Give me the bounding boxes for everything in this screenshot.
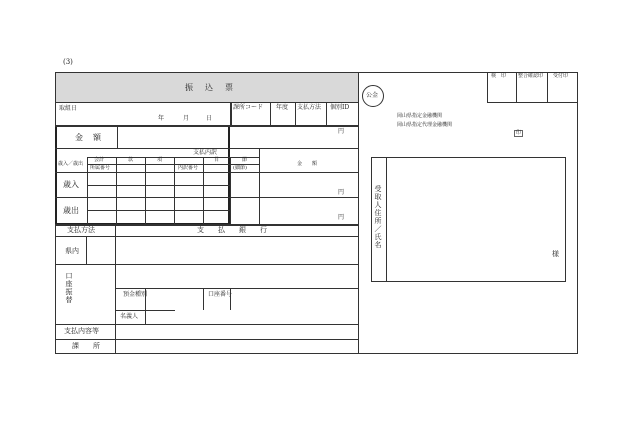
recipient-box: [371, 157, 566, 282]
saishutsu-label: 歳出: [63, 206, 79, 215]
col-kaikei: 会計: [94, 157, 105, 163]
sainyu-yen: 円: [338, 189, 345, 196]
form-title: 振 込 票: [185, 83, 235, 92]
shiharai-ginkou-label: 支 払 銀 行: [197, 226, 267, 234]
kingaku-label: 金 額: [75, 133, 102, 142]
koukin-label: 公金: [366, 92, 379, 99]
date-nen: 年: [158, 115, 165, 122]
col-kou: 項: [157, 157, 163, 163]
recipient-label: 受取人住所／氏名: [374, 185, 382, 249]
bank-line-1: 岡山県指定金融機関: [397, 113, 443, 119]
shiharai-houhou-label: 支払方法: [67, 226, 95, 234]
saishutsu-yen: 円: [338, 214, 345, 221]
hdr-nendo: 年度: [276, 104, 289, 111]
date-tsuki: 月: [183, 115, 190, 122]
hdr-shiharai-houhou: 支払方法: [297, 104, 322, 111]
sama-label: 様: [552, 250, 559, 258]
koza-furikae-label: 口座振替: [65, 272, 73, 304]
col-uchiwake: 内訳番号: [178, 165, 199, 171]
page-number: (3): [63, 58, 73, 66]
shiharai-naiyou-label: 支払内容等: [64, 327, 99, 335]
kasho-label: 課 所: [72, 342, 100, 350]
sainyu-label: 歳入: [63, 180, 79, 189]
kennai-label: 県内: [65, 247, 79, 255]
stamp-kenin: 検 印: [491, 73, 507, 79]
bank-line-2: 岡山県指定代理金融機関: [397, 122, 453, 128]
col-setsu: 節: [242, 157, 248, 163]
col-shozoku: 所属番号: [90, 165, 111, 171]
hdr-kasho-code: 課所コード: [233, 104, 264, 111]
col-saisetsu: (細節): [233, 165, 247, 171]
col-kingaku: 金 額: [297, 161, 318, 167]
yokin-shubetsu-label: 預金種別: [123, 291, 148, 298]
col-kan: 款: [128, 157, 134, 163]
stamp-uketsuke: 受付印: [553, 73, 569, 79]
shiharai-uchiwake: 支払内訳: [193, 149, 218, 156]
kingaku-yen: 円: [338, 128, 345, 135]
inout-label: 歳入／歳出: [58, 161, 84, 167]
hdr-kobetsu-id: 個別ID: [330, 104, 350, 111]
date-hi: 日: [206, 115, 213, 122]
koza-bangou-label: 口座番号: [208, 291, 233, 298]
col-moku: 目: [214, 157, 220, 163]
stamp-seigou: 整合確認印: [518, 73, 544, 79]
torikumi-label: 取組日: [59, 105, 78, 112]
seal-mark: 印: [516, 130, 522, 136]
meiginin-label: 名義人: [120, 313, 139, 320]
